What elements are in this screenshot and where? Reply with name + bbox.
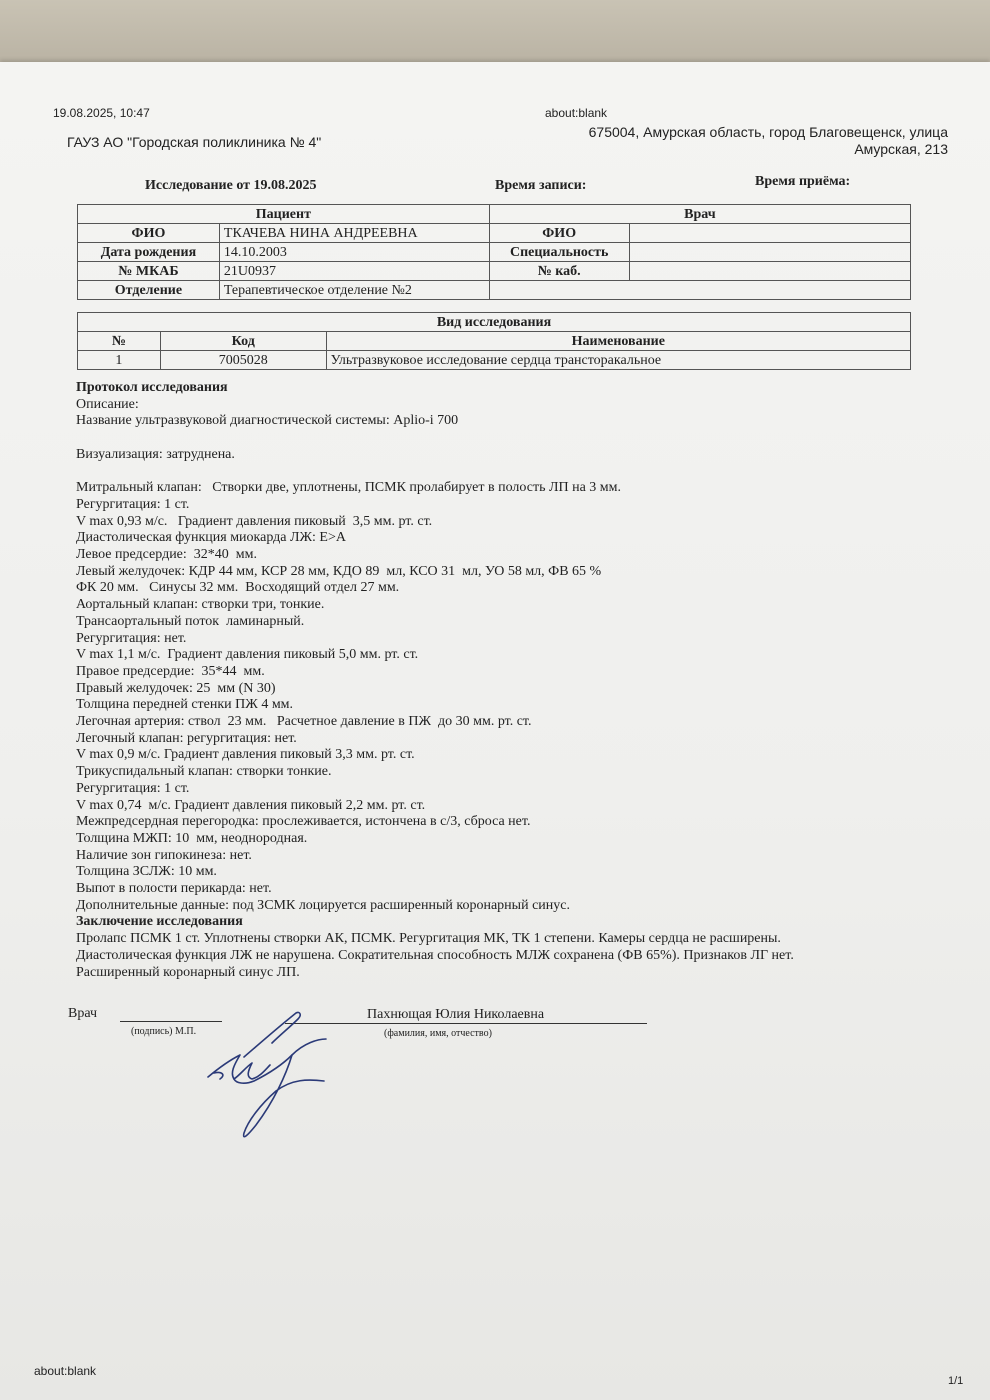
column-header-num: №	[78, 332, 161, 351]
doctor-field-label: ФИО	[489, 224, 629, 243]
protocol-line: Название ультразвуковой диагностической системы: Aplio-i 700	[76, 413, 459, 429]
protocol-line: V max 0,74 м/с. Градиент давления пиковый 2,2 мм. рт. ст.	[76, 797, 426, 813]
protocol-title: Протокол исследования	[76, 380, 228, 395]
table-row	[78, 224, 911, 243]
protocol-line: Толщина МЖП: 10 мм, неоднородная.	[76, 830, 308, 846]
doctor-field-value	[629, 262, 910, 281]
protocol-line: Межпредсердная перегородка: прослеживается, истончена в с/3, сброса нет.	[76, 814, 531, 830]
footer-page-number: 1/1	[948, 1375, 964, 1387]
patient-field-label: ФИО	[78, 224, 220, 243]
protocol-section	[76, 380, 936, 981]
protocol-line: V max 0,9 м/с. Градиент давления пиковый 3,3 мм. рт. ст.	[76, 747, 415, 763]
column-header-code: Код	[160, 332, 326, 351]
protocol-line: ФК 20 мм. Синусы 32 мм. Восходящий отдел 27 мм.	[76, 580, 400, 596]
doctor-field-value	[629, 243, 910, 262]
protocol-line: Регургитация: нет.	[76, 630, 187, 646]
protocol-line: Дополнительные данные: под ЗСМК лоцируется расширенный коронарный синус.	[76, 897, 570, 913]
appointment-time-label: Время приёма:	[755, 174, 851, 189]
patient-field-label: № МКАБ	[78, 262, 220, 281]
print-url: about:blank	[545, 106, 608, 120]
protocol-line: Легочный клапан: регургитация: нет.	[76, 730, 297, 746]
protocol-line: Правый желудочек: 25 мм (N 30)	[76, 680, 276, 696]
doctor-header: Врач	[489, 205, 910, 224]
patient-field-value: ТКАЧЕВА НИНА АНДРЕЕВНА	[219, 224, 489, 243]
patient-field-value: Терапевтическое отделение №2	[219, 281, 489, 300]
study-name: Ультразвуковое исследование сердца трансторакальное	[326, 351, 910, 370]
protocol-line: Выпот в полости перикарда: нет.	[76, 881, 272, 897]
protocol-line: V max 1,1 м/с. Градиент давления пиковый 5,0 мм. рт. ст.	[76, 647, 419, 663]
background-top	[0, 0, 990, 70]
conclusion-line: Диастолическая функция ЛЖ не нарушена. Сократительная способность МЛЖ сохранена (ФВ 65%). Признаков ЛГ нет.	[76, 947, 794, 963]
study-code: 7005028	[160, 351, 326, 370]
protocol-line: V max 0,93 м/с. Градиент давления пиковый 3,5 мм. рт. ст.	[76, 513, 433, 529]
study-type-title: Вид исследования	[78, 313, 911, 332]
protocol-line: Наличие зон гипокинеза: нет.	[76, 847, 252, 863]
name-caption: (фамилия, имя, отчество)	[384, 1028, 492, 1039]
patient-field-label: Дата рождения	[78, 243, 220, 262]
protocol-line: Правое предсердие: 35*44 мм.	[76, 663, 265, 679]
conclusion-line: Пролапс ПСМК 1 ст. Уплотнены створки АК, ПСМК. Регургитация МК, ТК 1 степени. Камеры сердца не расширены.	[76, 931, 781, 947]
patient-field-value: 14.10.2003	[219, 243, 489, 262]
patient-field-value: 21U0937	[219, 262, 489, 281]
record-time-label: Время записи:	[495, 178, 587, 193]
footer-url: about:blank	[34, 1364, 97, 1378]
table-row	[78, 243, 911, 262]
protocol-line: Регургитация: 1 ст.	[76, 780, 190, 796]
protocol-line: Легочная артерия: ствол 23 мм. Расчетное давление в ПЖ до 30 мм. рт. ст.	[76, 714, 532, 730]
doctor-field-value	[629, 224, 910, 243]
handwritten-signature	[200, 1005, 340, 1150]
signature-doctor-label: Врач	[68, 1006, 98, 1021]
doctor-empty-cell	[489, 281, 910, 300]
patient-header: Пациент	[78, 205, 490, 224]
doctor-field-label: Специальность	[489, 243, 629, 262]
address-line: Амурская, 213	[854, 141, 948, 157]
protocol-line	[76, 430, 936, 447]
signature-caption: (подпись) М.П.	[131, 1026, 197, 1037]
table-row	[78, 262, 911, 281]
protocol-line: Трикуспидальный клапан: створки тонкие.	[76, 764, 332, 780]
protocol-line: Регургитация: 1 ст.	[76, 496, 190, 512]
protocol-line: Аортальный клапан: створки три, тонкие.	[76, 597, 325, 613]
column-header-name: Наименование	[326, 332, 910, 351]
study-date: Исследование от 19.08.2025	[145, 178, 317, 193]
address-line: 675004, Амурская область, город Благовещенск, улица	[588, 124, 948, 140]
conclusion-line: Расширенный коронарный синус ЛП.	[76, 964, 300, 980]
patient-field-label: Отделение	[78, 281, 220, 300]
protocol-line: Митральный клапан: Створки две, уплотнены, ПСМК пролабирует в полость ЛП на 3 мм.	[76, 480, 622, 496]
table-row	[78, 351, 911, 370]
protocol-line: Левое предсердие: 32*40 мм.	[76, 547, 258, 562]
study-type-table	[77, 312, 911, 370]
signature-doctor-name: Пахнющая Юлия Николаевна	[367, 1007, 545, 1022]
patient-doctor-table	[77, 204, 911, 300]
print-datetime: 19.08.2025, 10:47	[53, 106, 150, 120]
protocol-line: Трансаортальный поток ламинарный.	[76, 613, 305, 629]
protocol-line: Левый желудочек: КДР 44 мм, КСР 28 мм, КДО 89 мл, КСО 31 мл, УО 58 мл, ФВ 65 %	[76, 563, 602, 579]
protocol-line: Диастолическая функция миокарда ЛЖ: Е>А	[76, 530, 346, 546]
protocol-line: Толщина ЗСЛЖ: 10 мм.	[76, 864, 217, 880]
doctor-field-label: № каб.	[489, 262, 629, 281]
protocol-line	[76, 464, 936, 481]
study-num: 1	[78, 351, 161, 370]
conclusion-title: Заключение исследования	[76, 914, 243, 930]
protocol-line: Визуализация: затруднена.	[76, 446, 235, 462]
protocol-line: Толщина передней стенки ПЖ 4 мм.	[76, 697, 294, 713]
clinic-address	[570, 124, 948, 158]
clinic-name: ГАУЗ АО "Городская поликлиника № 4"	[67, 134, 322, 150]
protocol-line: Описание:	[76, 396, 139, 412]
table-row	[78, 281, 911, 300]
